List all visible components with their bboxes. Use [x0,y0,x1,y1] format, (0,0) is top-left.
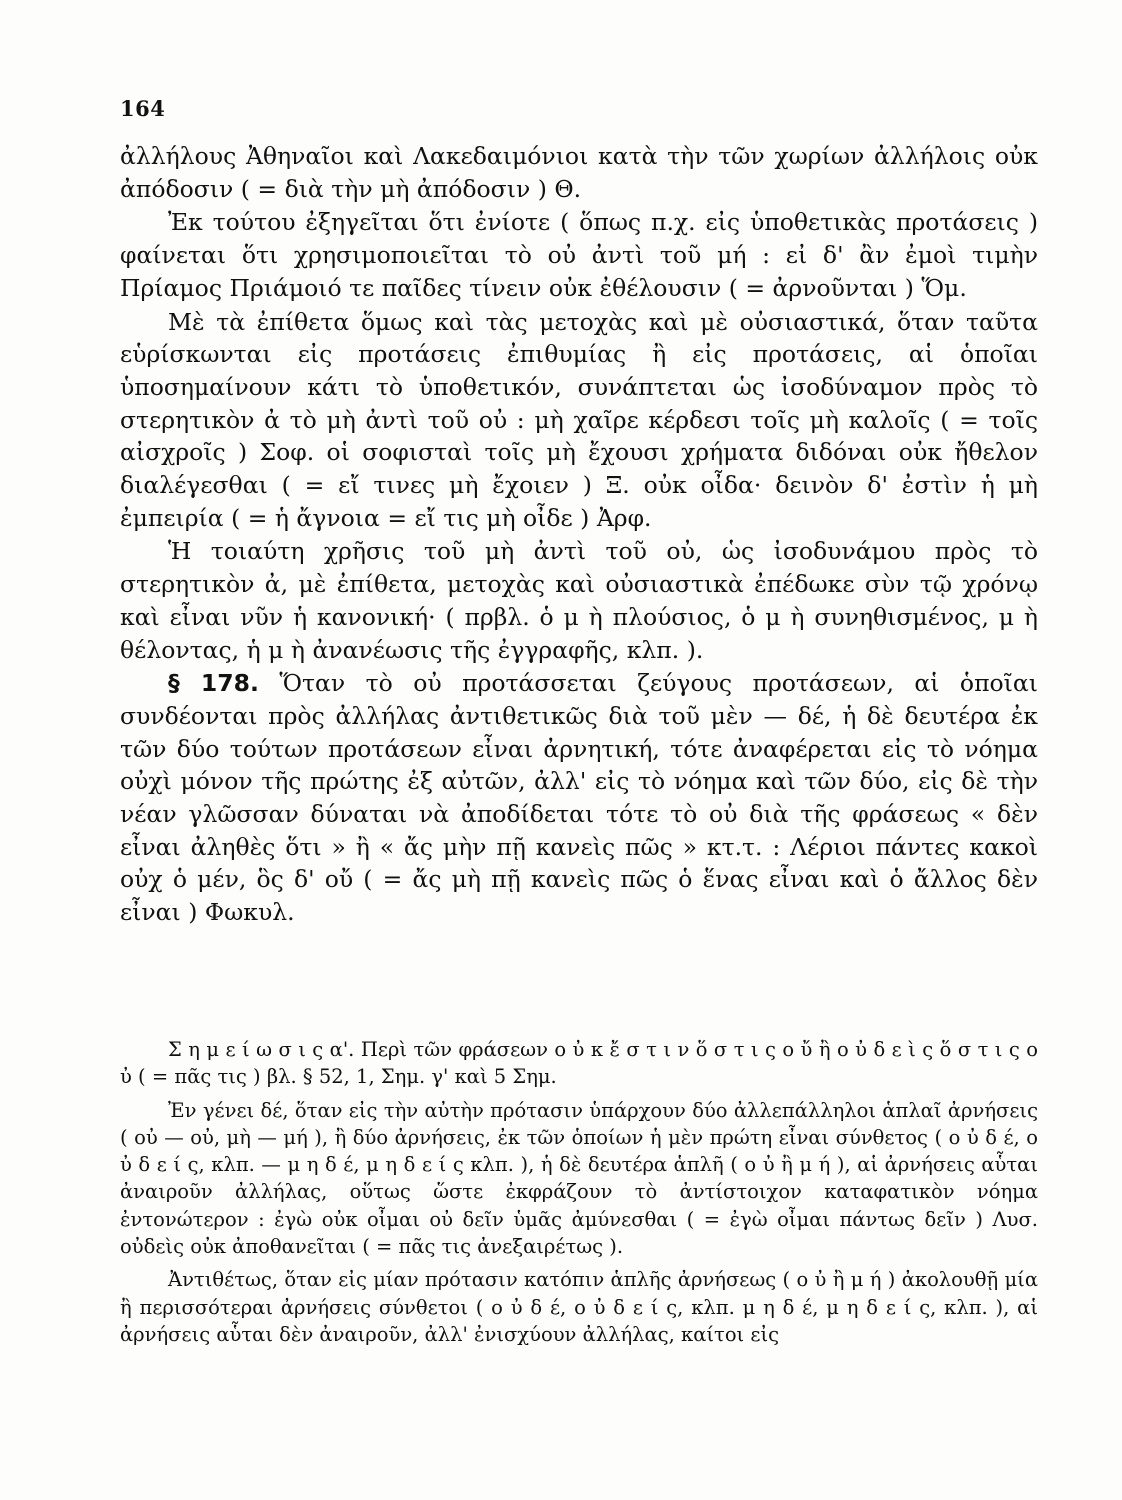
paragraph: Ἐκ τούτου ἐξηγεῖται ὅτι ἐνίοτε ( ὅπως π.χ. εἰς ὑποθετικὰς προτάσεις ) φαίνεται ὅτι χρησιμοποιεῖται τὸ οὐ ἀντὶ τοῦ μή : εἰ δ' ἂν ἐμοὶ τιμὴν Πρίαμος Πριάμοιό τε παῖδες τίνειν οὐκ ἐθέλουσιν ( = ἀρνοῦνται ) Ὅμ. [120,208,1038,302]
paragraph: ἀλλήλους Ἀθηναῖοι καὶ Λακεδαιμόνιοι κατὰ τὴν τῶν χωρίων ἀλλήλοις οὐκ ἀπόδοσιν ( = διὰ τὴν μὴ ἀπόδοσιν ) Θ. [120,142,1038,203]
note-paragraph: Ἐν γένει δέ, ὅταν εἰς τὴν αὐτὴν πρότασιν ὑπάρχουν δύο ἀλλεπάλληλοι ἁπλαῖ ἀρνήσεις ( οὐ — οὐ, μὴ — μή ), ἢ δύο ἀρνήσεις, ἐκ τῶν ὁποίων ἡ μὲν πρώτη εἶναι σύνθετος ( ο ὐ δ έ, ο ὐ δ ε ί ς, κλπ. — μ η δ έ, μ η δ ε ί ς κλπ. ), ἡ δὲ δευτέρα ἁπλῆ ( ο ὐ ἢ μ ή ), αἱ ἀρνήσεις αὗται ἀναιροῦν ἀλλήλας, οὕτως ὥστε ἐκφράζουν τὸ ἀντίστοιχον καταφατικὸν νόημα ἐντονώτερον : ἐγὼ οὐκ οἶμαι οὐ δεῖν ὑμᾶς ἀμύνεσθαι ( = ἐγὼ οἶμαι πάντως δεῖν ) Λυσ. οὐδεὶς οὐκ ἀποθανεῖται ( = πᾶς τις ἀνεξαιρέτως ). [120,1098,1038,1259]
notes-text [120,1036,1038,1348]
section-text: Ὅταν τὸ οὐ προτάσσεται ζεύγους προτάσεων, αἱ ὁποῖαι συνδέονται πρὸς ἀλλήλας ἀντιθετικῶς διὰ τοῦ μὲν — δέ, ἡ δὲ δευτέρα ἐκ τῶν δύο τούτων προτάσεων εἶναι ἀρνητική, τότε ἀναφέρεται εἰς τὸ νόημα οὐχὶ μόνον τῆς πρώτης ἐξ αὐτῶν, ἀλλ' εἰς τὸ νόημα καὶ τῶν δύο, εἰς δὲ τὴν νέαν γλῶσσαν δύναται νὰ ἀποδίδεται τότε τὸ οὐ διὰ τῆς φράσεως « δὲν εἶναι ἀληθὲς ὅτι » ἢ « ἄς μὴν πῇ κανεὶς πῶς » κτ.τ. : Λέριοι πάντες κακοὶ οὐχ ὁ μέν, ὃς δ' οὔ ( = ἄς μὴ πῇ κανεὶς πῶς ὁ ἕνας εἶναι καὶ ὁ ἄλλος δὲν εἶναι ) Φωκυλ. [120,669,1038,927]
paragraph: Ἡ τοιαύτη χρῆσις τοῦ μὴ ἀντὶ τοῦ οὐ, ὡς ἰσοδυνάμου πρὸς τὸ στερητικὸν ἀ, μὲ ἐπίθετα, μετοχὰς καὶ οὐσιαστικὰ ἐπέδωκε σὺν τῷ χρόνῳ καὶ εἶναι νῦν ἡ κανονική· ( πρβλ. ὁ μ ὴ πλούσιος, ὁ μ ὴ συνηθισμένος, μ ὴ θέλοντας, ἡ μ ὴ ἀνανέωσις τῆς ἐγγραφῆς, κλπ. ). [120,537,1038,664]
main-text [120,140,1038,929]
paragraph: Μὲ τὰ ἐπίθετα ὅμως καὶ τὰς μετοχὰς καὶ μὲ οὐσιαστικά, ὅταν ταῦτα εὑρίσκωνται εἰς προτάσεις ἐπιθυμίας ἢ εἰς προτάσεις, αἱ ὁποῖαι ὑποσημαίνουν κάτι τὸ ὑποθετικόν, συνάπτεται ὡς ἰσοδύναμον πρὸς τὸ στερητικὸν ἀ τὸ μὴ ἀντὶ τοῦ οὐ : μὴ χαῖρε κέρδεσι τοῖς μὴ καλοῖς ( = τοῖς αἰσχροῖς ) Σοφ. οἱ σοφισταὶ τοῖς μὴ ἔχουσι χρήματα διδόναι οὐκ ἤθελον διαλέγεσθαι ( = εἴ τινες μὴ ἔχοιεν ) Ξ. οὐκ οἶδα· δεινὸν δ' ἐστὶν ἡ μὴ ἐμπειρία ( = ἡ ἄγνοια = εἴ τις μὴ οἶδε ) Ἀρφ. [120,307,1038,532]
page-number: 164 [120,96,166,121]
note-paragraph: Ἀντιθέτως, ὅταν εἰς μίαν πρότασιν κατόπιν ἁπλῆς ἀρνήσεως ( ο ὐ ἢ μ ή ) ἀκολουθῇ μία ἢ περισσότεραι ἀρνήσεις σύνθετοι ( ο ὐ δ έ, ο ὐ δ ε ί ς, κλπ. μ η δ έ, μ η δ ε ί ς, κλπ. ), αἱ ἀρνήσεις αὗται δὲν ἀναιροῦν, ἀλλ' ἐνισχύουν ἀλλήλας, καίτοι εἰς [120,1268,1038,1346]
section-178-paragraph [120,667,1038,929]
note-paragraph: Σ η μ ε ί ω σ ι ς α'. Περὶ τῶν φράσεων ο ὐ κ ἔ σ τ ι ν ὅ σ τ ι ς ο ὔ ἢ ο ὐ δ ε ὶ ς ὅ σ τ ι ς ο ὐ ( = πᾶς τις ) βλ. § 52, 1, Σημ. γ' καὶ 5 Σημ. [120,1038,1038,1089]
section-number: § 178. [168,669,259,698]
